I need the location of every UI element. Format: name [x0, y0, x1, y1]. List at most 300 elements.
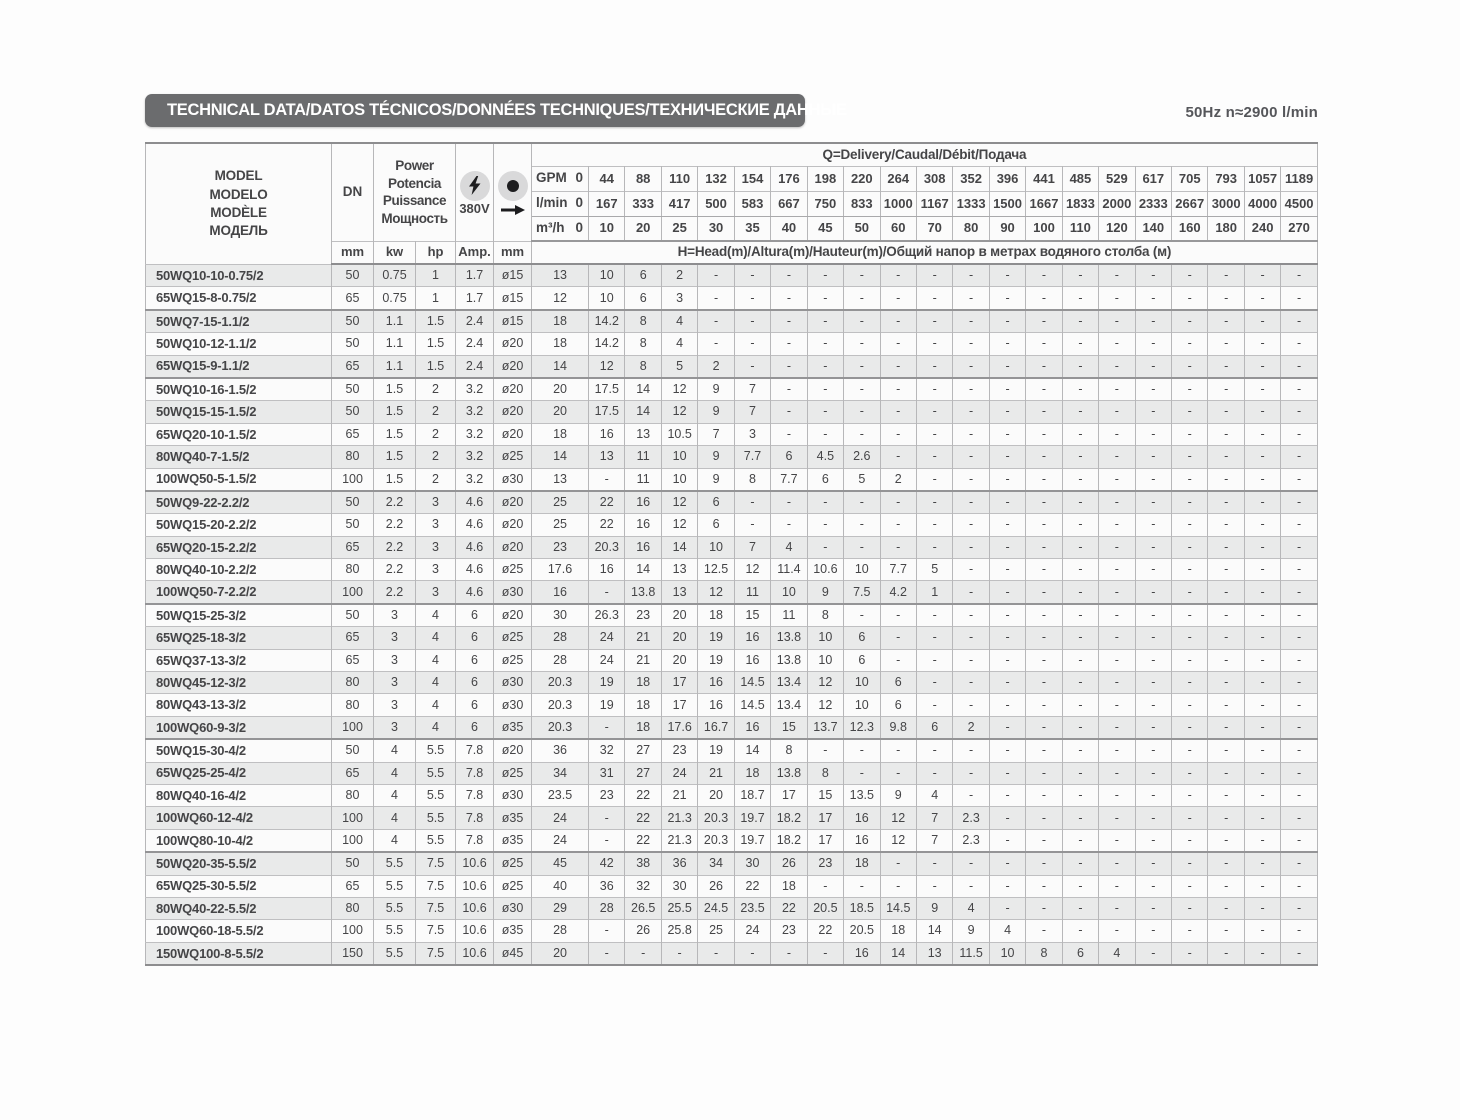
head-value-cell: - — [1026, 355, 1062, 378]
head-value-cell: - — [1026, 536, 1062, 558]
head-value-cell: - — [1244, 378, 1280, 401]
power-label-ru: Мощность — [381, 210, 448, 226]
head-value-cell: - — [1062, 355, 1098, 378]
head-value-cell: - — [989, 491, 1025, 514]
head-value-cell: - — [1244, 649, 1280, 671]
head-value-cell: - — [1099, 355, 1135, 378]
h-head-title: H=Head(m)/Altura(m)/Hauteur(m)/Общий напор в метрах водяного столба (м) — [532, 241, 1318, 264]
pump-model-row — [146, 604, 1318, 627]
model-label-fr: MODÈLE — [210, 204, 267, 220]
head-value-cell: - — [1172, 264, 1208, 287]
power-hp-cell: 3 — [416, 536, 456, 558]
amp-cell: 6 — [456, 694, 494, 716]
flow-value-cell: 88 — [625, 166, 661, 191]
head-value-cell: 20 — [532, 942, 589, 965]
m3h-label-cell: m³/h 0 — [532, 216, 589, 241]
head-value-cell: 5 — [916, 559, 952, 581]
head-value-cell: - — [953, 852, 989, 875]
head-value-cell: 8 — [1026, 942, 1062, 965]
head-value-cell: 20 — [661, 627, 697, 649]
amp-cell: 10.6 — [456, 942, 494, 965]
head-value-cell: - — [1281, 536, 1317, 558]
head-value-cell: 7.5 — [844, 581, 880, 604]
head-value-cell: - — [1208, 875, 1244, 897]
power-label-en: Power — [395, 158, 434, 174]
head-value-cell: - — [698, 287, 734, 310]
head-value-cell: - — [1172, 536, 1208, 558]
head-value-cell: - — [1026, 672, 1062, 694]
head-value-cell: - — [1208, 604, 1244, 627]
head-value-cell: 19.7 — [734, 829, 770, 852]
head-value-cell: - — [989, 581, 1025, 604]
head-value-cell: - — [1062, 672, 1098, 694]
head-value-cell: - — [807, 514, 843, 536]
head-value-cell: - — [1172, 784, 1208, 806]
outlet-column-header — [494, 143, 532, 241]
head-value-cell: - — [771, 333, 807, 355]
head-value-cell: - — [1135, 514, 1171, 536]
head-value-cell: - — [1208, 287, 1244, 310]
pump-model-row — [146, 581, 1318, 604]
head-value-cell: 23 — [661, 739, 697, 762]
head-value-cell: - — [1281, 446, 1317, 468]
head-value-cell: 8 — [625, 333, 661, 355]
head-value-cell: - — [1099, 672, 1135, 694]
outlet-diameter-cell: ø20 — [494, 423, 532, 445]
head-value-cell: - — [844, 310, 880, 333]
head-value-cell: 23 — [532, 536, 589, 558]
head-value-cell: 16 — [844, 807, 880, 829]
head-value-cell: - — [1135, 716, 1171, 739]
flow-value-cell: 50 — [844, 216, 880, 241]
head-value-cell: - — [807, 355, 843, 378]
head-value-cell: - — [1172, 852, 1208, 875]
power-hp-cell: 3 — [416, 581, 456, 604]
head-value-cell: - — [1281, 784, 1317, 806]
head-value-cell: 30 — [532, 604, 589, 627]
head-value-cell: - — [1281, 875, 1317, 897]
head-value-cell: - — [953, 784, 989, 806]
head-value-cell: - — [953, 559, 989, 581]
head-value-cell: - — [1026, 762, 1062, 784]
head-value-cell: - — [1062, 604, 1098, 627]
model-name-cell: 100WQ60-12-4/2 — [146, 807, 332, 829]
head-value-cell: 16 — [625, 491, 661, 514]
head-value-cell: - — [880, 649, 916, 671]
head-value-cell: - — [1244, 491, 1280, 514]
head-value-cell: 6 — [880, 672, 916, 694]
head-value-cell: 42 — [589, 852, 625, 875]
head-value-cell: - — [1208, 423, 1244, 445]
head-value-cell: - — [989, 287, 1025, 310]
head-value-cell: - — [1244, 604, 1280, 627]
head-value-cell: 18.7 — [734, 784, 770, 806]
head-value-cell: - — [1208, 829, 1244, 852]
head-value-cell: - — [880, 378, 916, 401]
head-value-cell: - — [1026, 446, 1062, 468]
head-value-cell: 8 — [771, 739, 807, 762]
head-value-cell: - — [880, 287, 916, 310]
head-value-cell: - — [1172, 739, 1208, 762]
head-value-cell: 24 — [589, 627, 625, 649]
outlet-diameter-cell: ø35 — [494, 807, 532, 829]
model-name-cell: 80WQ40-22-5.5/2 — [146, 897, 332, 919]
flow-value-cell: 1500 — [989, 191, 1025, 216]
head-value-cell: 13 — [532, 468, 589, 491]
flow-value-cell: 44 — [589, 166, 625, 191]
head-value-cell: - — [1208, 264, 1244, 287]
dn-cell: 80 — [332, 672, 374, 694]
head-value-cell: - — [1281, 401, 1317, 423]
head-value-cell: 6 — [880, 694, 916, 716]
dn-cell: 65 — [332, 875, 374, 897]
head-value-cell: 28 — [589, 897, 625, 919]
head-value-cell: 20.5 — [807, 897, 843, 919]
pump-model-row — [146, 333, 1318, 355]
head-value-cell: - — [1281, 264, 1317, 287]
flow-value-cell: 1333 — [953, 191, 989, 216]
flow-value-cell: 3000 — [1208, 191, 1244, 216]
head-value-cell: 3 — [734, 423, 770, 445]
head-value-cell: - — [844, 287, 880, 310]
head-value-cell: - — [880, 401, 916, 423]
head-value-cell: 14 — [661, 536, 697, 558]
head-value-cell: - — [1281, 355, 1317, 378]
head-value-cell: - — [1208, 739, 1244, 762]
power-hp-cell: 1 — [416, 287, 456, 310]
head-value-cell: 25 — [698, 920, 734, 942]
outlet-dot-icon — [498, 171, 528, 201]
power-hp-cell: 5.5 — [416, 762, 456, 784]
head-value-cell: - — [734, 514, 770, 536]
head-value-cell: - — [1062, 649, 1098, 671]
head-value-cell: 18 — [532, 333, 589, 355]
head-value-cell: - — [916, 514, 952, 536]
head-value-cell: - — [1026, 897, 1062, 919]
head-value-cell: - — [916, 491, 952, 514]
head-value-cell: - — [953, 355, 989, 378]
power-hp-cell: 7.5 — [416, 852, 456, 875]
lmin-label-cell: l/min 0 — [532, 191, 589, 216]
power-hp-cell: 4 — [416, 604, 456, 627]
head-value-cell: - — [953, 423, 989, 445]
lightning-icon — [460, 171, 490, 201]
head-value-cell: - — [1172, 333, 1208, 355]
head-value-cell: - — [1026, 627, 1062, 649]
head-value-cell: 13.5 — [844, 784, 880, 806]
power-kw-cell: 4 — [374, 807, 416, 829]
head-value-cell: - — [1208, 784, 1244, 806]
flow-value-cell: 417 — [661, 191, 697, 216]
head-value-cell: - — [771, 491, 807, 514]
head-value-cell: 20.3 — [698, 829, 734, 852]
head-value-cell: - — [953, 604, 989, 627]
head-value-cell: 3 — [661, 287, 697, 310]
head-value-cell: 21 — [661, 784, 697, 806]
power-kw-cell: 3 — [374, 672, 416, 694]
model-name-cell: 50WQ10-16-1.5/2 — [146, 378, 332, 401]
head-value-cell: 17 — [807, 807, 843, 829]
head-value-cell: 28 — [532, 627, 589, 649]
model-name-cell: 80WQ40-16-4/2 — [146, 784, 332, 806]
head-value-cell: 12 — [589, 355, 625, 378]
dn-cell: 80 — [332, 694, 374, 716]
dn-cell: 80 — [332, 897, 374, 919]
head-value-cell: - — [1135, 829, 1171, 852]
head-value-cell: 26 — [771, 852, 807, 875]
page-title: TECHNICAL DATA/DATOS TÉCNICOS/DONNÉES TECHNIQUES/ТЕХНИЧЕСКИЕ ДАННЫЕ — [167, 101, 847, 119]
outlet-diameter-cell: ø20 — [494, 739, 532, 762]
head-value-cell: 10 — [807, 649, 843, 671]
amp-cell: 7.8 — [456, 807, 494, 829]
head-value-cell: - — [1135, 649, 1171, 671]
head-value-cell: 14.5 — [734, 672, 770, 694]
head-value-cell: 1 — [916, 581, 952, 604]
head-value-cell: 12 — [807, 694, 843, 716]
flow-value-cell: 1667 — [1026, 191, 1062, 216]
head-value-cell: - — [880, 739, 916, 762]
head-value-cell: - — [1026, 264, 1062, 287]
head-value-cell: - — [989, 852, 1025, 875]
head-value-cell: - — [1135, 423, 1171, 445]
power-kw-cell: 3 — [374, 716, 416, 739]
power-kw-cell: 4 — [374, 829, 416, 852]
head-value-cell: - — [1208, 649, 1244, 671]
head-value-cell: - — [1244, 446, 1280, 468]
head-value-cell: - — [1208, 694, 1244, 716]
head-value-cell: 18 — [532, 423, 589, 445]
head-value-cell: - — [698, 310, 734, 333]
head-value-cell: - — [1062, 264, 1098, 287]
head-value-cell: - — [989, 559, 1025, 581]
head-value-cell: 20 — [661, 649, 697, 671]
pump-model-row — [146, 762, 1318, 784]
dn-cell: 65 — [332, 287, 374, 310]
dn-unit: mm — [332, 241, 374, 264]
head-value-cell: - — [1135, 604, 1171, 627]
head-value-cell: - — [1281, 694, 1317, 716]
head-value-cell: - — [1244, 852, 1280, 875]
head-value-cell: - — [1062, 423, 1098, 445]
head-value-cell: - — [1099, 829, 1135, 852]
head-value-cell: 13.8 — [771, 762, 807, 784]
head-value-cell: 7.7 — [880, 559, 916, 581]
head-value-cell: - — [1026, 649, 1062, 671]
power-hp-cell: 4 — [416, 716, 456, 739]
head-value-cell: - — [1281, 852, 1317, 875]
head-value-cell: 16 — [698, 694, 734, 716]
head-value-cell: - — [1062, 287, 1098, 310]
head-value-cell: - — [1172, 762, 1208, 784]
pump-model-row — [146, 716, 1318, 739]
flow-value-cell: 1057 — [1244, 166, 1280, 191]
head-value-cell: - — [1244, 627, 1280, 649]
head-value-cell: 12 — [807, 672, 843, 694]
power-label-es: Potencia — [387, 175, 442, 191]
head-value-cell: - — [1099, 468, 1135, 491]
head-value-cell: 14.2 — [589, 310, 625, 333]
flow-value-cell: 1167 — [916, 191, 952, 216]
head-value-cell: - — [1135, 694, 1171, 716]
head-value-cell: - — [1244, 672, 1280, 694]
head-value-cell: - — [734, 264, 770, 287]
head-value-cell: - — [1026, 807, 1062, 829]
flow-value-cell: 110 — [1062, 216, 1098, 241]
head-value-cell: 14 — [625, 401, 661, 423]
head-value-cell: - — [1208, 536, 1244, 558]
head-value-cell: - — [1062, 581, 1098, 604]
head-value-cell: 19 — [589, 672, 625, 694]
outlet-diameter-cell: ø15 — [494, 287, 532, 310]
head-value-cell: - — [1099, 310, 1135, 333]
head-value-cell: 27 — [625, 739, 661, 762]
head-value-cell: 12.3 — [844, 716, 880, 739]
head-value-cell: - — [1281, 559, 1317, 581]
head-value-cell: - — [1026, 739, 1062, 762]
head-value-cell: - — [1062, 514, 1098, 536]
head-value-cell: - — [1208, 920, 1244, 942]
head-value-cell: - — [989, 762, 1025, 784]
dn-cell: 50 — [332, 401, 374, 423]
dn-cell: 100 — [332, 716, 374, 739]
head-value-cell: 7.7 — [734, 446, 770, 468]
head-value-cell: - — [1281, 604, 1317, 627]
head-value-cell: - — [771, 310, 807, 333]
head-value-cell: - — [1026, 716, 1062, 739]
head-value-cell: - — [1244, 807, 1280, 829]
head-value-cell: - — [880, 536, 916, 558]
head-value-cell: 13.8 — [625, 581, 661, 604]
head-value-cell: - — [589, 468, 625, 491]
head-value-cell: - — [1135, 807, 1171, 829]
head-value-cell: - — [1026, 514, 1062, 536]
head-value-cell: - — [953, 627, 989, 649]
model-name-cell: 65WQ20-15-2.2/2 — [146, 536, 332, 558]
head-value-cell: - — [989, 423, 1025, 445]
flow-value-cell: 2333 — [1135, 191, 1171, 216]
head-value-cell: - — [1208, 446, 1244, 468]
outlet-diameter-cell: ø20 — [494, 378, 532, 401]
amp-cell: 10.6 — [456, 920, 494, 942]
head-value-cell: 26.5 — [625, 897, 661, 919]
head-value-cell: - — [1099, 423, 1135, 445]
model-name-cell: 50WQ9-22-2.2/2 — [146, 491, 332, 514]
head-value-cell: 40 — [532, 875, 589, 897]
head-value-cell: 23 — [589, 784, 625, 806]
amp-cell: 3.2 — [456, 468, 494, 491]
power-kw-cell: 2.2 — [374, 536, 416, 558]
head-value-cell: 20 — [532, 401, 589, 423]
head-value-cell: - — [1099, 514, 1135, 536]
head-value-cell: 20.3 — [589, 536, 625, 558]
head-value-cell: - — [1172, 875, 1208, 897]
head-value-cell: 13.4 — [771, 694, 807, 716]
head-value-cell: 11.4 — [771, 559, 807, 581]
dn-cell: 150 — [332, 942, 374, 965]
head-value-cell: 9 — [698, 378, 734, 401]
flow-value-cell: 485 — [1062, 166, 1098, 191]
head-value-cell: - — [1099, 807, 1135, 829]
dn-cell: 50 — [332, 491, 374, 514]
amp-cell: 2.4 — [456, 333, 494, 355]
head-value-cell: - — [1281, 310, 1317, 333]
dn-cell: 50 — [332, 852, 374, 875]
head-value-cell: 18 — [625, 694, 661, 716]
head-value-cell: - — [1099, 446, 1135, 468]
head-value-cell: - — [880, 264, 916, 287]
head-value-cell: - — [916, 536, 952, 558]
head-value-cell: - — [1135, 310, 1171, 333]
head-value-cell: 15 — [807, 784, 843, 806]
dn-cell: 65 — [332, 536, 374, 558]
head-value-cell: - — [916, 423, 952, 445]
head-value-cell: 10 — [844, 559, 880, 581]
head-value-cell: - — [880, 446, 916, 468]
power-kw-cell: 2.2 — [374, 559, 416, 581]
head-value-cell: 7.7 — [771, 468, 807, 491]
head-value-cell: - — [844, 536, 880, 558]
head-value-cell: 16.7 — [698, 716, 734, 739]
head-value-cell: 20.3 — [532, 694, 589, 716]
pump-model-row — [146, 649, 1318, 671]
head-value-cell: 5 — [844, 468, 880, 491]
head-value-cell: - — [1026, 784, 1062, 806]
head-value-cell: 12 — [880, 829, 916, 852]
head-value-cell: 22 — [589, 514, 625, 536]
power-kw-cell: 1.5 — [374, 401, 416, 423]
head-value-cell: - — [807, 491, 843, 514]
head-value-cell: - — [1062, 829, 1098, 852]
power-kw-cell: 0.75 — [374, 264, 416, 287]
head-value-cell: 20.5 — [844, 920, 880, 942]
head-value-cell: - — [1208, 581, 1244, 604]
head-value-cell: 20.3 — [532, 716, 589, 739]
head-value-cell: 23.5 — [532, 784, 589, 806]
dn-cell: 80 — [332, 446, 374, 468]
flow-value-cell: 90 — [989, 216, 1025, 241]
head-value-cell: - — [1281, 739, 1317, 762]
amp-cell: 1.7 — [456, 264, 494, 287]
head-value-cell: 17.6 — [661, 716, 697, 739]
outlet-diameter-cell: ø30 — [494, 468, 532, 491]
head-value-cell: 8 — [625, 310, 661, 333]
head-value-cell: 18 — [734, 762, 770, 784]
head-value-cell: 6 — [698, 514, 734, 536]
head-value-cell: - — [1026, 829, 1062, 852]
head-value-cell: - — [1172, 355, 1208, 378]
head-value-cell: - — [1099, 739, 1135, 762]
head-value-cell: 12 — [698, 581, 734, 604]
pump-model-row — [146, 468, 1318, 491]
power-kw-cell: 2.2 — [374, 514, 416, 536]
power-hp-cell: 7.5 — [416, 875, 456, 897]
head-value-cell: - — [734, 491, 770, 514]
head-value-cell: - — [1208, 559, 1244, 581]
head-value-cell: 11 — [734, 581, 770, 604]
head-value-cell: - — [844, 264, 880, 287]
voltage-column-header — [456, 143, 494, 241]
dn-cell: 100 — [332, 829, 374, 852]
head-value-cell: - — [1281, 581, 1317, 604]
head-value-cell: - — [661, 942, 697, 965]
amp-cell: 7.8 — [456, 784, 494, 806]
head-value-cell: 4 — [1099, 942, 1135, 965]
head-value-cell: - — [1172, 468, 1208, 491]
head-value-cell: 9 — [880, 784, 916, 806]
head-value-cell: 7 — [734, 536, 770, 558]
head-value-cell: - — [1172, 942, 1208, 965]
power-hp-cell: 2 — [416, 423, 456, 445]
